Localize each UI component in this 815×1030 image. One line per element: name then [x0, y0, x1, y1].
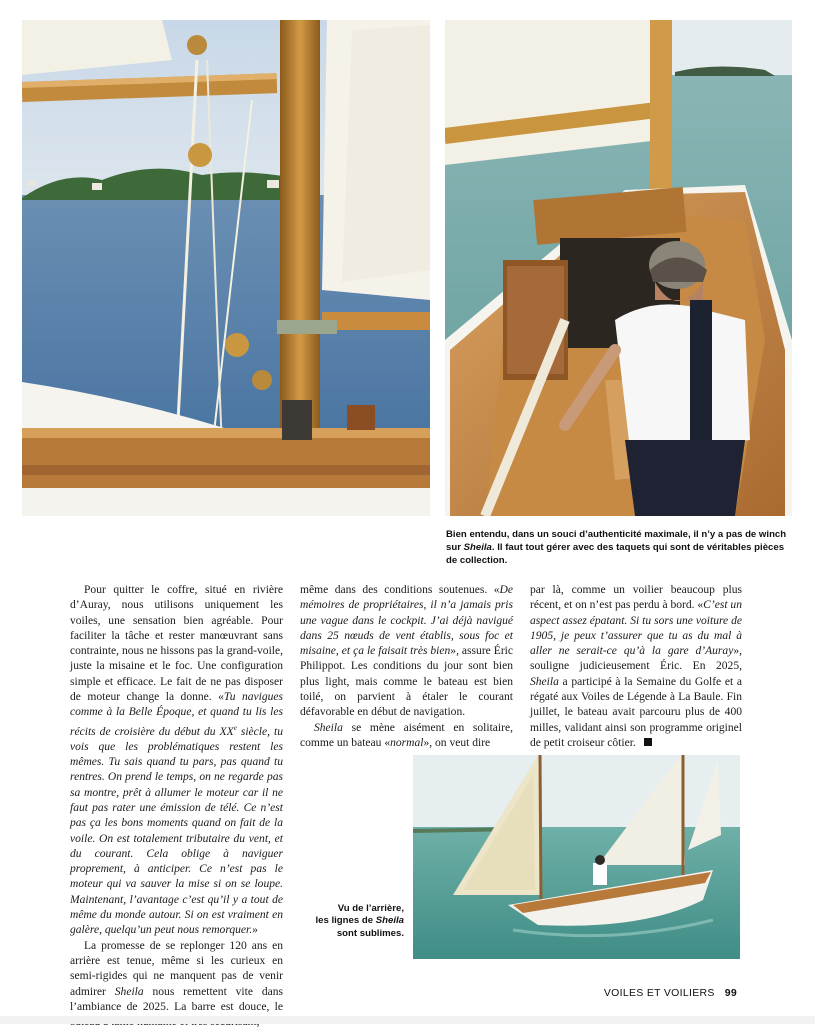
- article-paragraph: Pour quitter le coffre, situé en rivière d’Auray, nous utilisons uniquement les voiles, une sensation bien agréable. Pour faciliter la tâche et rester manœuvrant sans contrainte, nous ne hissons pas la grand-voile, juste la misaine et le foc. Une configuration simple et efficace. Le fait de ne pas disposer de moteur change la donne. «Tu navigues comme à la Belle Époque, et quand tu lis les récits de croisière du début du XXe siècle, tu vois que les problématiques restent les mêmes. Tu sais quand tu pars, pas quand tu rentres. On prend le temps, on ne regarde pas sa montre, prêt à allumer le moteur car il ne faut pas rater une émission de télé. Ce n’est pas ça les bons moments quand on fait de la voile. On est totalement tributaire du vent, et du courant. Cela oblige à naviguer proprement, à anticiper. Ce n’est pas le moteur qui va sauver la mise si on se loupe. Maintenant, l’avantage c’est qu’il y a tout de même du monde autour. Si on est vraiment en galère, quelqu’un peut nous remorquer.»: [70, 584, 283, 937]
- bottom-edge: [0, 1016, 815, 1024]
- photo-mast-and-sails: [22, 20, 430, 516]
- caption-top-boat-name: Sheila: [463, 542, 492, 554]
- page-footer: [604, 987, 737, 999]
- photo-boat-from-stern: [413, 755, 740, 959]
- caption-top-text-a: Bien entendu, dans un souci d’authenticité maximale, il n’y a pas de winch sur: [446, 529, 787, 554]
- photo-helmsman-cockpit: [445, 20, 792, 516]
- caption-top: [446, 528, 791, 568]
- article-paragraph: Sheila se mène aisément en solitaire, comme un bateau «normal», on veut dire: [300, 721, 513, 749]
- article-end-mark: [644, 738, 652, 746]
- article-column-3: [530, 583, 742, 751]
- article-paragraph: par là, comme un voilier beaucoup plus récent, et on n’est pas perdu à bord. «C’est un aspect assez épatant. Si tu sors une voiture de 1905, je peux t’assurer que tu as du mal à aller ne serait-ce qu’à la gare d’Auray», souligne judicieusement Éric. En 2025, Sheila a participé à la Semaine du Golfe et a régaté aux Voiles de Légende à La Baule. Fin juillet, le bateau avait parcouru plus de 400 milles, validant ainsi son programme originel de petit croiseur côtier.: [530, 584, 742, 749]
- caption-top-text-b: . Il faut tout gérer avec des taquets qui sont de véritables pièces de collection.: [446, 542, 785, 567]
- article-paragraph: La promesse de se replonger 120 ans en arrière est tenue, même si les curieux en semi-rigides qui ne manquent pas de venir admirer Sheila nous remettent vite dans l’ambiance de 2025. La barre est douce, le: [70, 939, 283, 1013]
- article-column-1: [70, 583, 283, 1030]
- magazine-name: VOILES ET VOILIERS: [603, 987, 715, 999]
- caption-bottom: Vu de l’arrière, les lignes de Sheila sont sublimes.: [315, 903, 404, 939]
- article-column-2: [300, 583, 513, 751]
- page-number: 99: [724, 987, 737, 999]
- article-paragraph: même dans des conditions soutenues. «De mémoires de propriétaires, il n’a jamais pris une vague dans le cockpit. J’ai déjà navigué dans 25 nœuds de vent établis, sous foc et misaine, et ça le faisait très bien», assure Éric Philippot. Les conditions du jour sont bien plus light, mais comme le bateau est bien toilé, on parvient à étaler le courant défavorable en début de navigation.: [300, 584, 513, 719]
